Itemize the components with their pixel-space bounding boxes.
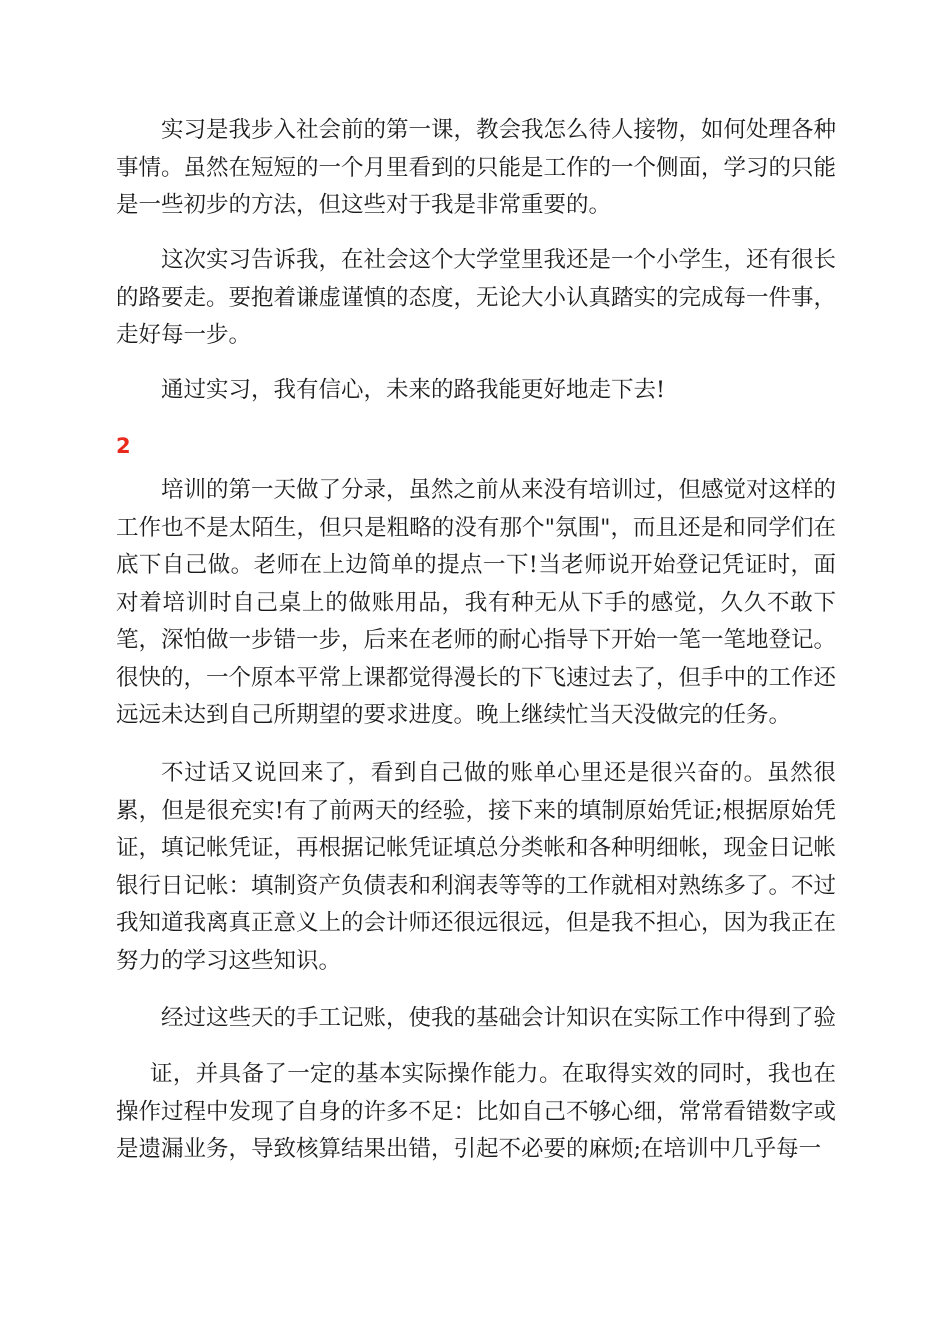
paragraph-internship-first-lesson: 实习是我步入社会前的第一课，教会我怎么待人接物，如何处理各种事情。虽然在短短的一个月里看到的只能是工作的一个侧面，学习的只能是一些初步的方法，但这些对于我是非常重要的。 — [116, 117, 837, 218]
paragraph-training-first-day: 培训的第一天做了分录，虽然之前从来没有培训过，但感觉对这样的工作也不是太陌生，但只是粗略的没有那个"氛围"，而且还是和同学们在底下自己做。老师在上边简单的提点一下!当老师说开始登记凭证时，面对着培训时自己桌上的做账用品，我有种无从下手的感觉，久久不敢下笔，深怕做一步错一步，后来在老师的耐心指导下开始一笔一笔地登记。很快的，一个原本平常上课都觉得漫长的下飞速过去了，但手中的工作还远远未达到自己所期望的要求进度。晚上继续忙当天没做完的任务。 — [116, 477, 837, 728]
paragraph-operational-ability: 证，并具备了一定的基本实际操作能力。在取得实效的同时，我也在操作过程中发现了自身的许多不足：比如自己不够心细，常常看错数字或是遗漏业务，导致核算结果出错，引起不必要的麻烦;在培训中几乎每一 — [116, 1061, 837, 1162]
paragraph-bookkeeping-progress: 不过话又说回来了，看到自己做的账单心里还是很兴奋的。虽然很累，但是很充实!有了前两天的经验，接下来的填制原始凭证;根据原始凭证，填记帐凭证，再根据记帐凭证填总分类帐和各种明细帐，现金日记帐银行日记帐：填制资产负债表和利润表等等的工作就相对熟练多了。不过我知道我离真正意义上的会计师还很远很远，但是我不担心，因为我正在努力的学习这些知识。 — [116, 760, 837, 974]
paragraph-society-school: 这次实习告诉我，在社会这个大学堂里我还是一个小学生，还有很长的路要走。要抱着谦虚谨慎的态度，无论大小认真踏实的完成每一件事，走好每一步。 — [116, 247, 837, 348]
section-number: 2 — [116, 434, 131, 458]
paragraph-confidence: 通过实习，我有信心，未来的路我能更好地走下去! — [161, 377, 666, 403]
paragraph-manual-accounting-line: 经过这些天的手工记账，使我的基础会计知识在实际工作中得到了验 — [161, 1005, 837, 1031]
